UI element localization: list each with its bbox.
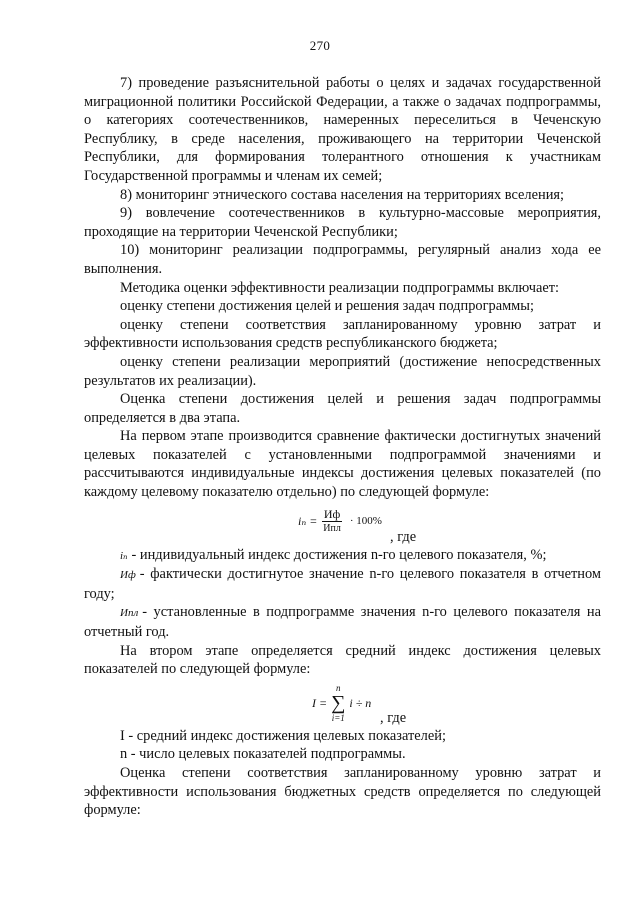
document-body	[84, 74, 601, 820]
paragraph-item-8: 8) мониторинг этнического состава населения на территориях вселения;	[120, 186, 565, 203]
formula1-fraction	[321, 508, 343, 535]
paragraph-assessment: Оценка степени достижения целей и решения задач подпрограммы определяется в два этапа.	[84, 391, 601, 426]
formula2-sum-top: n	[335, 682, 341, 693]
formula1-denominator: Ипл	[323, 522, 341, 534]
formula2-suffix: , где	[380, 709, 407, 726]
definition-in-text: - индивидуальный индекс достижения n-го целевого показателя, %;	[131, 546, 547, 563]
sigma-icon: ∑	[331, 691, 346, 714]
paragraph-stage-2: На втором этапе определяется средний индекс достижения целевых показателей по следующей формуле:	[84, 642, 601, 678]
definition-ipl-symbol: Ипл	[120, 607, 139, 620]
formula2-sum	[331, 683, 345, 723]
formula1-suffix: , где	[390, 528, 417, 545]
definition-if-text: - фактически достигнутое значение n-го целевого показателя в отчетном году;	[84, 566, 601, 602]
paragraph-methodology: Методика оценки эффективности реализации подпрограммы включает:	[120, 279, 560, 296]
definition-ipl	[84, 603, 601, 641]
paragraph-method-1: оценку степени достижения целей и решения задач подпрограммы;	[120, 298, 534, 315]
formula2-sum-bottom: i=1	[331, 712, 345, 723]
definition-if-symbol: Иф	[120, 569, 136, 582]
paragraph-method-2: оценку степени соответствия запланированному уровню затрат и эффективности использования средств республиканского бюджета;	[84, 316, 601, 352]
paragraph-item-7: 7) проведение разъяснительной работы о целях и задачах государственной миграционной политики Российской Федерации, а также о задачах подпрограммы, о категориях соотечественников, намеренных переселиться в Чеченскую Республику, в среде населения, проживающего на территории Чеченской Республики, для формирования толерантного отношения к участникам Государственной программы и членам их семей;	[84, 75, 601, 184]
paragraph-item-10: 10) мониторинг реализации подпрограммы, регулярный анализ хода ее выполнения.	[84, 242, 601, 277]
formula2-body: i ÷ n	[349, 695, 372, 710]
formula1-multiplier: · 100%	[349, 514, 382, 527]
definition-n-count: n - число целевых показателей подпрограммы.	[120, 746, 406, 763]
formula-average-index	[84, 679, 601, 727]
page-number: 270	[309, 38, 331, 53]
formula2-lhs: I =	[312, 695, 328, 710]
paragraph-stage-1: На первом этапе производится сравнение фактически достигнутых значений целевых показателей с установленными подпрограммой значениями и рассчитываются индивидуальные индексы достижения целевых показателей (по каждому целевому показателю отдельно) по следующей формуле:	[84, 428, 601, 501]
definition-i-average: I - средний индекс достижения целевых показателей;	[120, 727, 446, 744]
definition-in-symbol: iₙ	[120, 549, 128, 562]
formula1-numerator: Иф	[323, 506, 341, 521]
definition-if	[84, 565, 601, 603]
paragraph-item-9: 9) вовлечение соотечественников в культурно-массовые мероприятия, проходящие на территории Чеченской Республики;	[84, 205, 601, 240]
definition-in	[84, 546, 601, 566]
formula1-lhs: iₙ =	[298, 513, 318, 528]
paragraph-method-3: оценку степени реализации мероприятий (достижение непосредственных результатов их реализации).	[84, 353, 601, 389]
paragraph-final: Оценка степени соответствия запланированному уровню затрат и эффективности использования бюджетных средств определяется по следующей формуле:	[84, 765, 601, 819]
definition-ipl-text: - установленные в подпрограмме значения n-го целевого показателя на отчетный год.	[84, 604, 601, 641]
formula-individual-index	[84, 502, 601, 546]
